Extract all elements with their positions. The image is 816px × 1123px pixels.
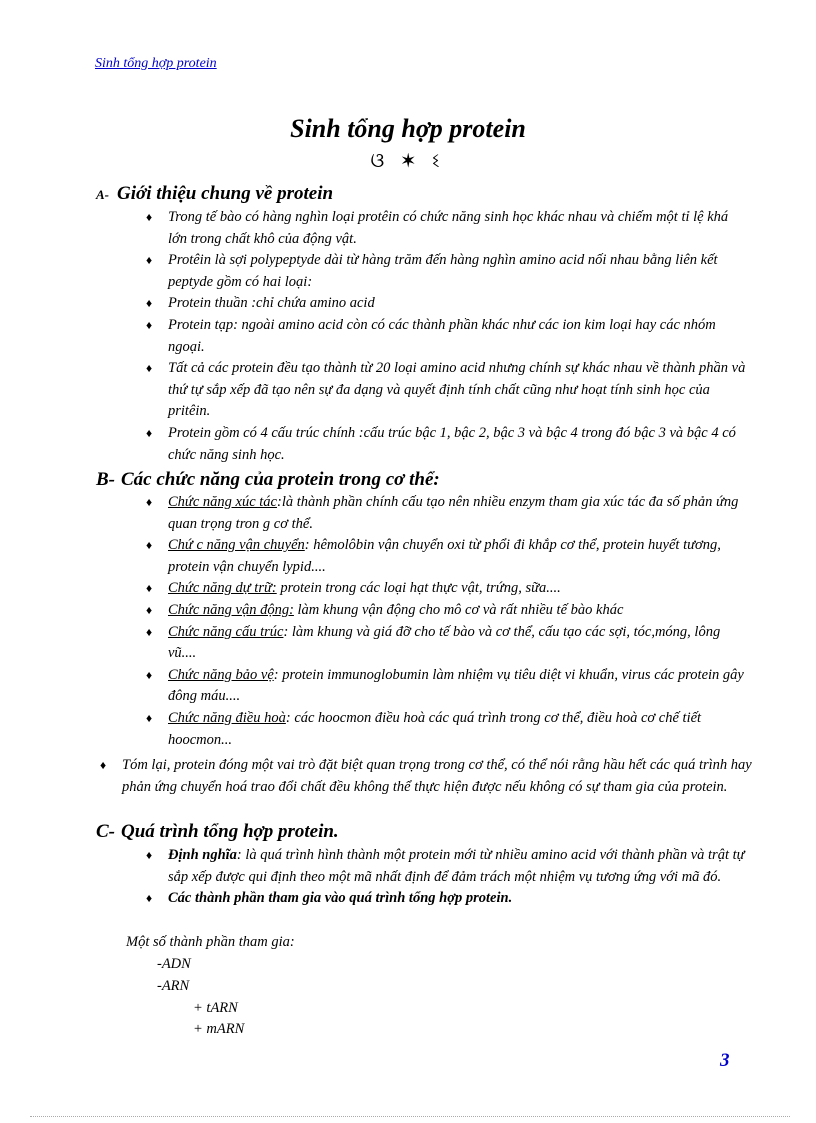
footer-divider <box>30 1116 790 1117</box>
diamond-bullet-icon: ♦ <box>146 495 153 509</box>
diamond-bullet-icon: ♦ <box>146 710 153 725</box>
function-term: Chứ c năng vận chuyển <box>168 537 305 554</box>
function-desc: : làm khung và giá đỡ cho tế bào và cơ thể, cấu tạo các sợi, tóc,móng, lông vũ.... <box>168 623 721 662</box>
list-item <box>146 492 746 535</box>
diamond-bullet-icon: ♦ <box>146 538 153 553</box>
list-item <box>146 665 746 708</box>
list-item-text: Protein gồm có 4 cấu trúc chính :cấu trúc bậc 1, bậc 2, bậc 3 và bậc 4 trong đó bậc 3 và bậc 4 có chức năng sinh học. <box>168 424 736 463</box>
diamond-bullet-icon: ♦ <box>146 581 153 596</box>
function-desc: : protein immunoglobumin làm nhiệm vụ tiêu diệt vi khuẩn, virus các protein gây đông máu.... <box>168 666 744 705</box>
section-c-title: Quá trình tổng hợp protein. <box>121 821 339 842</box>
list-item <box>146 293 746 315</box>
diamond-bullet-icon: ♦ <box>146 425 153 440</box>
section-b-prefix: B- <box>96 469 115 490</box>
function-desc: :là thành phần chính cấu tạo nên nhiều enzym tham gia xúc tác đa số phản ứng quan trọng tron g cơ thể. <box>168 494 739 532</box>
section-b-title: Các chức năng của protein trong cơ thể: <box>121 469 440 490</box>
section-b-heading <box>96 469 440 491</box>
components-heading: Các thành phần tham gia vào quá trình tổng hợp protein. <box>168 890 513 907</box>
list-item <box>146 888 746 910</box>
section-a-title: Giới thiệu chung về protein <box>117 183 334 204</box>
list-item <box>146 315 746 358</box>
function-desc: làm khung vận động cho mô cơ và rất nhiều tế bào khác <box>293 601 624 618</box>
function-desc: protein trong các loại hạt thực vật, trứng, sữa.... <box>276 580 561 597</box>
section-a-list <box>146 207 746 466</box>
diamond-bullet-icon: ♦ <box>146 602 153 617</box>
function-term: Chức năng điều hoà <box>168 709 286 726</box>
list-item <box>146 358 746 423</box>
list-item-text: Protein thuần :chỉ chứa amino acid <box>168 295 375 312</box>
diamond-bullet-icon: ♦ <box>146 848 153 862</box>
definition-text: : là quá trình hình thành một protein mới từ nhiều amino acid với thành phần và trật tự sắp xếp được qui định theo một mã nhất định để đảm trách một nhiệm vụ tương ứng với mã đó. <box>168 847 745 885</box>
diamond-bullet-icon: ♦ <box>146 296 153 311</box>
page-number: 3 <box>720 1050 730 1071</box>
list-item <box>146 622 746 665</box>
function-term: Chức năng vận động: <box>168 601 294 618</box>
diamond-bullet-icon: ♦ <box>146 253 153 268</box>
list-item <box>146 535 746 578</box>
list-item <box>146 423 746 466</box>
section-a-prefix: A- <box>96 187 109 202</box>
title-ornament: ଓ ✶ ଽ <box>370 150 446 172</box>
diamond-bullet-icon: ♦ <box>100 758 107 772</box>
list-item-text: Protêin là sợi polypeptyde dài từ hàng trăm đến hàng nghìn amino acid nối nhau bằng liên kết peptyde gồm có hai loại: <box>168 252 718 290</box>
document-title: Sinh tổng hợp protein <box>290 114 526 143</box>
function-term: Chức năng bảo vệ <box>168 666 274 683</box>
function-term: Chức năng cấu trúc <box>168 623 284 640</box>
list-item <box>146 250 746 293</box>
header-link[interactable]: Sinh tổng hợp protein <box>95 56 217 71</box>
list-item <box>146 845 746 888</box>
function-desc: : hêmolôbin vận chuyển oxi từ phổi đi khắp cơ thể, protein huyết tương, protein vận chuyển lypid.... <box>168 537 721 575</box>
function-term: Chức năng xúc tác <box>168 494 277 510</box>
section-c-list <box>146 845 746 910</box>
component-marn: + mARN <box>193 1021 245 1037</box>
function-term: Chức năng dự trữ: <box>168 580 277 597</box>
section-c-heading <box>96 821 339 843</box>
list-item-text: Tất cả các protein đều tạo thành từ 20 loại amino acid nhưng chính sự khác nhau về thành phần và thứ tự sắp xếp đã tạo nên sự đa dạng và quyết định tính chất cũng như hoạt tính sinh học của pritêin. <box>168 360 746 420</box>
diamond-bullet-icon: ♦ <box>146 210 153 224</box>
summary-paragraph <box>100 755 768 798</box>
diamond-bullet-icon: ♦ <box>146 361 153 376</box>
section-a-heading <box>96 183 333 205</box>
component-arn: -ARN <box>157 978 190 994</box>
list-item <box>146 600 746 622</box>
component-tarn: + tARN <box>193 1000 238 1016</box>
list-item <box>146 708 746 751</box>
diamond-bullet-icon: ♦ <box>146 667 153 682</box>
list-item-text: Protein tạp: ngoài amino acid còn có các thành phần khác như các ion kim loại hay các nhóm ngoại. <box>168 316 716 355</box>
list-item-text: Trong tế bào có hàng nghìn loại protêin có chức năng sinh học khác nhau và chiếm một tỉ lệ khá lớn trong chất khô của động vật. <box>168 209 729 247</box>
list-item <box>146 207 746 250</box>
definition-term: Định nghĩa <box>168 847 237 863</box>
diamond-bullet-icon: ♦ <box>146 891 153 906</box>
diamond-bullet-icon: ♦ <box>146 317 153 332</box>
list-item <box>146 578 746 600</box>
component-adn: -ADN <box>157 956 191 972</box>
diamond-bullet-icon: ♦ <box>146 624 153 639</box>
section-b-list <box>146 492 746 751</box>
section-c-prefix: C- <box>96 821 115 842</box>
function-desc: : các hoocmon điều hoà các quá trình trong cơ thể, điều hoà cơ chế tiết hoocmon... <box>168 709 702 748</box>
components-intro: Một số thành phần tham gia: <box>126 934 295 950</box>
summary-text: Tóm lại, protein đóng một vai trò đặt biệt quan trọng trong cơ thể, có thể nói rằng hầu hết các quá trình hay phản ứng chuyển hoá trao đổi chất đều không thể thực hiện được nếu không có sự tham gia của protein. <box>122 757 752 795</box>
